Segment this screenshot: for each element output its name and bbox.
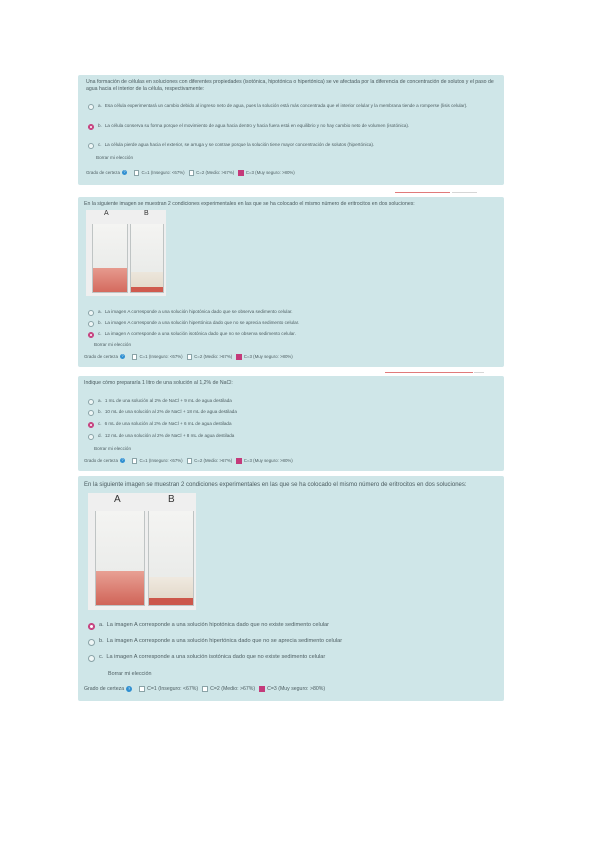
radio-button[interactable] xyxy=(88,104,94,110)
clear-choice-link[interactable]: Borrar mi elección xyxy=(94,342,132,347)
help-icon[interactable]: ? xyxy=(121,458,124,463)
confidence-radio-2[interactable] xyxy=(187,458,193,464)
confidence-radio-1[interactable] xyxy=(132,458,138,464)
confidence-option: C=1 (Inseguro: <67%) xyxy=(147,686,199,692)
photo-label-a: A xyxy=(114,494,121,505)
option-a[interactable] xyxy=(88,309,498,316)
radio-button-selected[interactable] xyxy=(88,422,94,428)
radio-button[interactable] xyxy=(88,321,94,327)
confidence-label: Grado de certeza xyxy=(84,458,118,464)
option-text: La imagen A corresponde a una solución isotónica dado que no existe sedimento celular xyxy=(106,654,326,660)
option-c[interactable] xyxy=(88,654,502,662)
confidence-radio-2[interactable] xyxy=(202,686,208,692)
confidence-option: C=1 (Inseguro: <67%) xyxy=(141,170,185,176)
confidence-row xyxy=(84,458,293,464)
confidence-option: C=2 (Medio: >67%) xyxy=(194,354,233,360)
beaker-a xyxy=(92,224,128,293)
option-text: La imagen A corresponde a una solución isotónica dado que no se observa sedimento celular. xyxy=(104,331,296,336)
clear-choice-link[interactable]: Borrar mi elección xyxy=(94,446,132,451)
option-text: La imagen A corresponde a una solución hipotónica dado que no existe sedimento celular xyxy=(106,622,330,628)
option-text: 10 mL de una solución al 2% de NaCl + 18 mL de agua destilada xyxy=(104,409,237,414)
help-icon[interactable]: ? xyxy=(123,170,126,175)
option-letter: a. xyxy=(98,309,102,314)
question-text: En la siguiente imagen se muestran 2 condiciones experimentales en las que se ha colocado el mismo número de eritrocitos en dos soluciones: xyxy=(84,482,467,488)
clear-choice-link[interactable]: Borrar mi elección xyxy=(108,671,152,677)
question-card-2 xyxy=(78,197,504,367)
help-icon[interactable]: ? xyxy=(121,354,124,359)
option-letter: b. xyxy=(98,123,102,128)
option-c[interactable] xyxy=(88,142,498,149)
beaker-b xyxy=(130,224,164,293)
option-b[interactable] xyxy=(88,638,502,646)
confidence-option: C=1 (Inseguro: <67%) xyxy=(139,458,183,464)
option-letter: a. xyxy=(99,622,104,628)
separator-line xyxy=(452,192,477,193)
erythrocyte-photo xyxy=(88,493,196,610)
option-text: 1 mL de una solución al 2% de NaCl + 9 mL de agua destilada xyxy=(104,398,232,403)
confidence-radio-1[interactable] xyxy=(132,354,138,360)
option-a[interactable] xyxy=(88,103,498,110)
option-text: La célula conserva su forma porque el movimiento de agua hacia dentro y hacia fuera está en equilibrio y no hay cambio neto de volumen (isotónica). xyxy=(104,123,410,128)
question-card-4 xyxy=(78,476,504,701)
radio-button[interactable] xyxy=(88,655,95,662)
radio-button[interactable] xyxy=(88,310,94,316)
option-text: Esa célula experimentará un cambio debido al ingreso neto de agua, pues la solución está más concentrada que el interior celular y la membrana tiende a romperse (lisis celular). xyxy=(104,103,468,108)
confidence-option: C=3 (Muy seguro: >80%) xyxy=(243,354,293,360)
option-text: La imagen A corresponde a una solución hipertónica dado que no se aprecia sedimento celular. xyxy=(104,320,300,325)
radio-button-selected[interactable] xyxy=(88,623,95,630)
option-letter: a. xyxy=(98,103,102,108)
confidence-option: C=2 (Medio: >67%) xyxy=(194,458,233,464)
option-text: 12 mL de una solución al 2% de NaCl + 8 mL de agua destilada xyxy=(104,433,235,438)
radio-button-selected[interactable] xyxy=(88,124,94,130)
separator-line xyxy=(474,372,484,373)
option-text: La imagen A corresponde a una solución hipotónica dado que se observa sedimento celular. xyxy=(104,309,293,314)
question-card-3 xyxy=(78,376,504,471)
separator-line xyxy=(395,192,450,193)
help-icon[interactable]: ? xyxy=(127,686,131,691)
confidence-row xyxy=(84,686,325,692)
radio-button[interactable] xyxy=(88,639,95,646)
option-text: 6 mL de una solución al 2% de NaCl + 6 mL de agua destilada xyxy=(104,421,232,426)
confidence-radio-1[interactable] xyxy=(134,170,140,176)
confidence-option: C=3 (Muy seguro: >80%) xyxy=(267,686,326,692)
confidence-option: C=1 (Inseguro: <67%) xyxy=(139,354,183,360)
radio-button[interactable] xyxy=(88,410,94,416)
confidence-radio-2[interactable] xyxy=(189,170,195,176)
option-text: La célula pierde agua hacia el exterior, se arruga y se contrae porque la solución tiene mayor concentración de solutos (hipertónica). xyxy=(104,142,375,147)
option-c[interactable] xyxy=(88,421,498,428)
confidence-radio-3[interactable] xyxy=(236,458,242,464)
confidence-option: C=2 (Medio: >67%) xyxy=(196,170,235,176)
erythrocyte-photo xyxy=(86,210,166,296)
radio-button-selected[interactable] xyxy=(88,332,94,338)
confidence-radio-3[interactable] xyxy=(259,686,265,692)
confidence-label: Grado de certeza xyxy=(84,686,125,692)
option-letter: b. xyxy=(98,320,102,325)
option-text: La imagen A corresponde a una solución hipertónica dado que no se aprecia sedimento celular xyxy=(106,638,343,644)
option-letter: c. xyxy=(98,421,102,426)
option-c[interactable] xyxy=(88,331,498,338)
option-letter: b. xyxy=(98,409,102,414)
confidence-label: Grado de certeza xyxy=(84,354,118,360)
question-text: Indique cómo prepararía 1 litro de una solución al 1,2% de NaCl: xyxy=(84,380,233,386)
confidence-option: C=3 (Muy seguro: >80%) xyxy=(245,170,295,176)
photo-label-a: A xyxy=(104,210,109,217)
radio-button[interactable] xyxy=(88,143,94,149)
confidence-radio-2[interactable] xyxy=(187,354,193,360)
option-letter: b. xyxy=(99,638,104,644)
radio-button[interactable] xyxy=(88,399,94,405)
beaker-a xyxy=(95,511,145,606)
option-b[interactable] xyxy=(88,320,498,327)
confidence-option: C=3 (Muy seguro: >80%) xyxy=(243,458,293,464)
confidence-label: Grado de certeza xyxy=(86,170,120,176)
option-b[interactable] xyxy=(88,123,498,130)
option-a[interactable] xyxy=(88,622,502,630)
radio-button[interactable] xyxy=(88,434,94,440)
photo-label-b: B xyxy=(144,210,149,217)
confidence-row xyxy=(86,170,295,176)
option-letter: c. xyxy=(98,142,102,147)
question-card-1 xyxy=(78,75,504,185)
confidence-row xyxy=(84,354,293,360)
confidence-radio-3[interactable] xyxy=(236,354,242,360)
question-text: Una formación de células en soluciones con diferentes propiedades (isotónica, hipotónica o hipertónica) se ve afectada por la diferencia de concentración de solutos y el paso de agua hacia el interior de la célula, respectivamente: xyxy=(86,79,494,92)
option-d[interactable] xyxy=(88,433,498,440)
option-letter: d. xyxy=(98,433,102,438)
beaker-b xyxy=(148,511,194,606)
confidence-option: C=2 (Medio: >67%) xyxy=(210,686,256,692)
confidence-radio-3[interactable] xyxy=(238,170,244,176)
option-b[interactable] xyxy=(88,409,498,416)
option-a[interactable] xyxy=(88,398,498,405)
option-letter: c. xyxy=(99,654,104,660)
separator-line xyxy=(385,372,473,373)
option-letter: a. xyxy=(98,398,102,403)
photo-label-b: B xyxy=(168,494,175,505)
question-text: En la siguiente imagen se muestran 2 condiciones experimentales en las que se ha colocado el mismo número de eritrocitos en dos soluciones: xyxy=(84,201,415,207)
clear-choice-link[interactable]: Borrar mi elección xyxy=(96,155,134,160)
confidence-radio-1[interactable] xyxy=(139,686,145,692)
option-letter: c. xyxy=(98,331,102,336)
